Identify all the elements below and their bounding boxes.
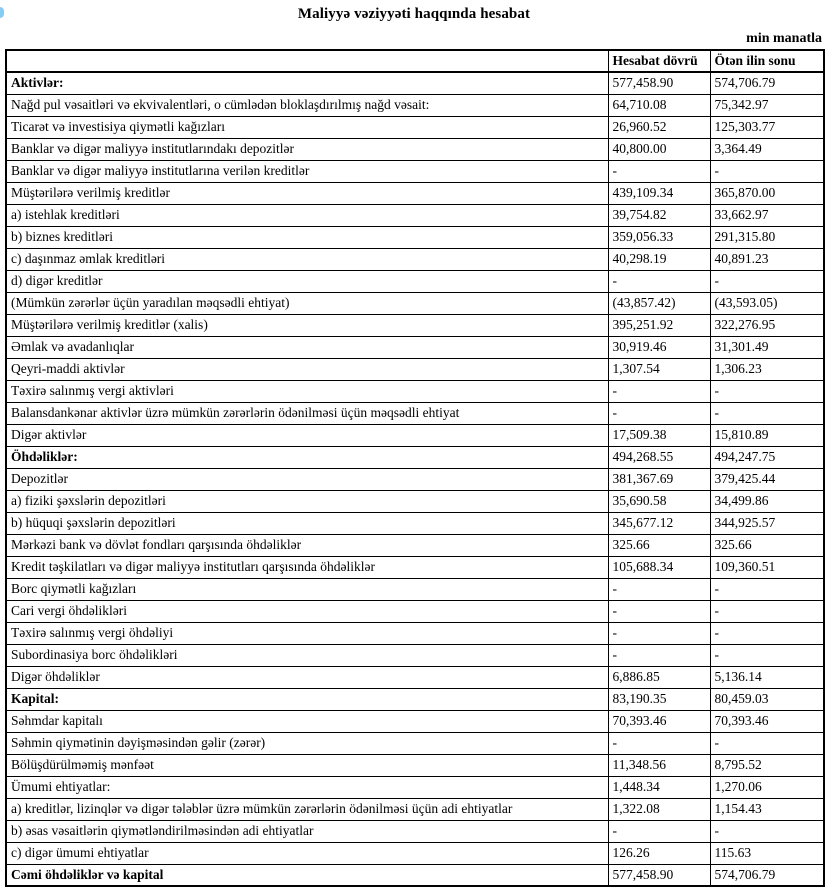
table-row	[6, 72, 824, 94]
table-row	[6, 248, 824, 270]
table-row	[6, 556, 824, 578]
previous-period-value: 15,810.89	[710, 424, 824, 446]
current-period-value: -	[608, 732, 710, 754]
previous-period-value: 125,303.77	[710, 116, 824, 138]
previous-period-value: 109,360.51	[710, 556, 824, 578]
current-period-value: 381,367.69	[608, 468, 710, 490]
previous-period-value: 325.66	[710, 534, 824, 556]
previous-period-value: 379,425.44	[710, 468, 824, 490]
row-label: a) istehlak kreditləri	[6, 204, 608, 226]
current-period-value: 1,448.34	[608, 776, 710, 798]
row-label: c) digər ümumi ehtiyatlar	[6, 842, 608, 864]
table-row	[6, 512, 824, 534]
previous-period-value: 1,270.06	[710, 776, 824, 798]
table-row	[6, 798, 824, 820]
previous-period-value: 574,706.79	[710, 72, 824, 94]
table-row	[6, 94, 824, 116]
current-period-value: 325.66	[608, 534, 710, 556]
unit-label: min manatla	[746, 31, 822, 46]
previous-period-value: 8,795.52	[710, 754, 824, 776]
current-period-value: -	[608, 270, 710, 292]
current-period-value: 395,251.92	[608, 314, 710, 336]
row-label: Səhmin qiymətinin dəyişməsindən gəlir (zərər)	[6, 732, 608, 754]
row-label: Balansdankənar aktivlər üzrə mümkün zərərlərin ödənilməsi üçün məqsədli ehtiyat	[6, 402, 608, 424]
table-row	[6, 182, 824, 204]
current-period-value: 1,307.54	[608, 358, 710, 380]
table-row	[6, 116, 824, 138]
previous-period-value: 1,154.43	[710, 798, 824, 820]
previous-period-value: 115.63	[710, 842, 824, 864]
table-body	[6, 72, 824, 886]
current-period-value: 40,800.00	[608, 138, 710, 160]
current-period-value: -	[608, 622, 710, 644]
table-row	[6, 314, 824, 336]
previous-period-value: -	[710, 160, 824, 182]
current-period-value: 17,509.38	[608, 424, 710, 446]
previous-period-value: 494,247.75	[710, 446, 824, 468]
previous-period-value: 5,136.14	[710, 666, 824, 688]
table-row	[6, 820, 824, 842]
table-row	[6, 732, 824, 754]
row-label: Nağd pul vəsaitləri və ekvivalentləri, o cümlədən bloklaşdırılmış nağd vəsait:	[6, 94, 608, 116]
page-title: Maliyyə vəziyyəti haqqında hesabat	[297, 6, 531, 22]
current-period-value: 39,754.82	[608, 204, 710, 226]
table-row	[6, 204, 824, 226]
current-period-value: 70,393.46	[608, 710, 710, 732]
table-row	[6, 864, 824, 886]
table-row	[6, 160, 824, 182]
current-period-value: 6,886.85	[608, 666, 710, 688]
row-label: b) əsas vəsaitlərin qiymətləndirilməsindən adi ehtiyatlar	[6, 820, 608, 842]
row-label: Səhmdar kapitalı	[6, 710, 608, 732]
row-label: Öhdəliklər:	[6, 446, 608, 468]
row-label: Aktivlər:	[6, 72, 608, 94]
row-label: Təxirə salınmış vergi öhdəliyi	[6, 622, 608, 644]
row-label: Banklar və digər maliyyə institutlarındakı depozitlər	[6, 138, 608, 160]
previous-period-value: 70,393.46	[710, 710, 824, 732]
current-period-value: 494,268.55	[608, 446, 710, 468]
row-label: a) kreditlər, lizinqlər və digər tələblər üzrə mümkün zərərlərin ödənilməsi üçün adi ehtiyatlar	[6, 798, 608, 820]
row-label: Subordinasiya borc öhdəlikləri	[6, 644, 608, 666]
row-label: Mərkəzi bank və dövlət fondları qarşısında öhdəliklər	[6, 534, 608, 556]
row-label: Qeyri-maddi aktivlər	[6, 358, 608, 380]
previous-period-value: 31,301.49	[710, 336, 824, 358]
current-period-value: -	[608, 600, 710, 622]
row-label: Ticarət və investisiya qiymətli kağızları	[6, 116, 608, 138]
current-period-value: -	[608, 380, 710, 402]
row-label: Digər öhdəliklər	[6, 666, 608, 688]
table-header-row	[6, 50, 824, 72]
row-label: Cəmi öhdəliklər və kapital	[6, 864, 608, 886]
row-label: (Mümkün zərərlər üçün yaradılan məqsədli ehtiyat)	[6, 292, 608, 314]
row-label: b) hüquqi şəxslərin depozitləri	[6, 512, 608, 534]
previous-period-value: 365,870.00	[710, 182, 824, 204]
current-period-value: 83,190.35	[608, 688, 710, 710]
row-label: c) daşınmaz əmlak kreditləri	[6, 248, 608, 270]
previous-period-value: 574,706.79	[710, 864, 824, 886]
row-label: Müştərilərə verilmiş kreditlər	[6, 182, 608, 204]
current-period-value: 345,677.12	[608, 512, 710, 534]
current-period-value: 64,710.08	[608, 94, 710, 116]
previous-period-value: 344,925.57	[710, 512, 824, 534]
table-row	[6, 688, 824, 710]
row-label: Əmlak və avadanlıqlar	[6, 336, 608, 358]
previous-period-value: 1,306.23	[710, 358, 824, 380]
current-period-value: -	[608, 578, 710, 600]
table-row	[6, 402, 824, 424]
row-label: Bölüşdürülməmiş mənfəət	[6, 754, 608, 776]
row-label: Banklar və digər maliyyə institutlarına verilən kreditlər	[6, 160, 608, 182]
header-current-period: Hesabat dövrü	[608, 50, 710, 72]
previous-period-value: 75,342.97	[710, 94, 824, 116]
previous-period-value: 33,662.97	[710, 204, 824, 226]
current-period-value: (43,857.42)	[608, 292, 710, 314]
previous-period-value: -	[710, 402, 824, 424]
previous-period-value: 291,315.80	[710, 226, 824, 248]
current-period-value: -	[608, 160, 710, 182]
previous-period-value: -	[710, 644, 824, 666]
header-previous-year-end: Ötən ilin sonu	[710, 50, 824, 72]
current-period-value: 40,298.19	[608, 248, 710, 270]
current-period-value: 26,960.52	[608, 116, 710, 138]
row-label: Kapital:	[6, 688, 608, 710]
previous-period-value: 80,459.03	[710, 688, 824, 710]
table-row	[6, 380, 824, 402]
current-period-value: 577,458.90	[608, 864, 710, 886]
current-period-value: -	[608, 820, 710, 842]
current-period-value: 126.26	[608, 842, 710, 864]
previous-period-value: -	[710, 578, 824, 600]
previous-period-value: -	[710, 732, 824, 754]
current-period-value: 105,688.34	[608, 556, 710, 578]
table-row	[6, 336, 824, 358]
table-row	[6, 666, 824, 688]
current-period-value: 1,322.08	[608, 798, 710, 820]
previous-period-value: 322,276.95	[710, 314, 824, 336]
current-period-value: 11,348.56	[608, 754, 710, 776]
table-row	[6, 270, 824, 292]
current-period-value: -	[608, 644, 710, 666]
table-row	[6, 446, 824, 468]
table-row	[6, 424, 824, 446]
row-label: d) digər kreditlər	[6, 270, 608, 292]
row-label: Borc qiymətli kağızları	[6, 578, 608, 600]
previous-period-value: (43,593.05)	[710, 292, 824, 314]
previous-period-value: -	[710, 380, 824, 402]
table-row	[6, 776, 824, 798]
table-row	[6, 358, 824, 380]
table-row	[6, 622, 824, 644]
table-row	[6, 534, 824, 556]
table-row	[6, 842, 824, 864]
table-row	[6, 138, 824, 160]
previous-period-value: 3,364.49	[710, 138, 824, 160]
row-label: b) biznes kreditləri	[6, 226, 608, 248]
current-period-value: -	[608, 402, 710, 424]
financial-statement-table	[5, 49, 825, 887]
previous-period-value: -	[710, 270, 824, 292]
table-row	[6, 578, 824, 600]
header-empty-cell	[6, 50, 608, 72]
previous-period-value: 40,891.23	[710, 248, 824, 270]
current-period-value: 359,056.33	[608, 226, 710, 248]
current-period-value: 439,109.34	[608, 182, 710, 204]
previous-period-value: -	[710, 600, 824, 622]
previous-period-value: -	[710, 622, 824, 644]
current-period-value: 35,690.58	[608, 490, 710, 512]
row-label: Ümumi ehtiyatlar:	[6, 776, 608, 798]
row-label: Digər aktivlər	[6, 424, 608, 446]
table-row	[6, 600, 824, 622]
table-row	[6, 468, 824, 490]
table-row	[6, 292, 824, 314]
row-label: Cari vergi öhdəlikləri	[6, 600, 608, 622]
table-row	[6, 490, 824, 512]
previous-period-value: 34,499.86	[710, 490, 824, 512]
row-label: Təxirə salınmış vergi aktivləri	[6, 380, 608, 402]
row-label: Kredit təşkilatları və digər maliyyə institutları qarşısında öhdəliklər	[6, 556, 608, 578]
table-row	[6, 226, 824, 248]
row-label: Depozitlər	[6, 468, 608, 490]
current-period-value: 30,919.46	[608, 336, 710, 358]
row-label: a) fiziki şəxslərin depozitləri	[6, 490, 608, 512]
table-row	[6, 710, 824, 732]
table-row	[6, 754, 824, 776]
previous-period-value: -	[710, 820, 824, 842]
current-period-value: 577,458.90	[608, 72, 710, 94]
row-label: Müştərilərə verilmiş kreditlər (xalis)	[6, 314, 608, 336]
table-row	[6, 644, 824, 666]
